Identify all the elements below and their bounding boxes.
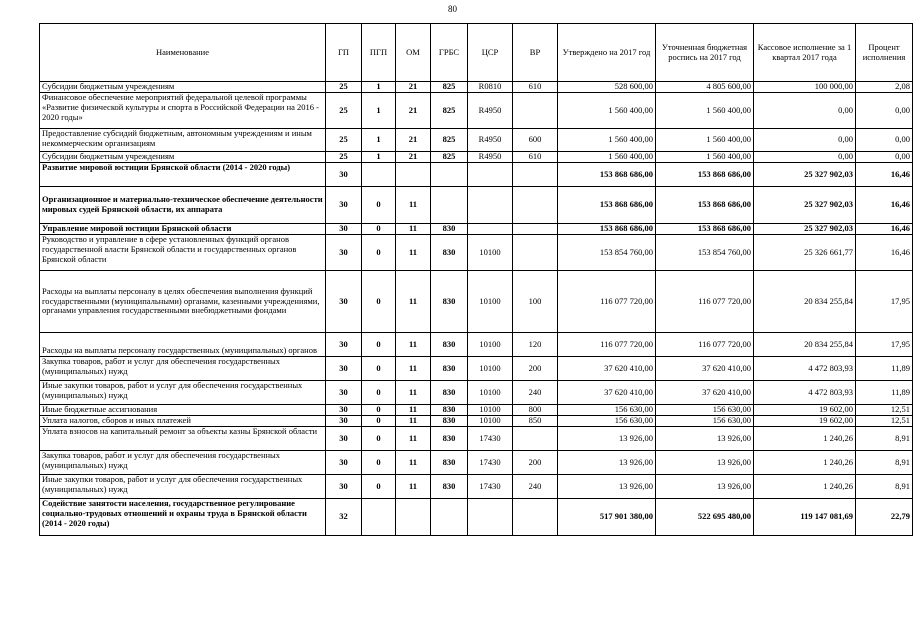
cell-approved: 153 868 686,00 xyxy=(558,163,656,187)
page-number: 80 xyxy=(448,4,457,14)
cell-gp: 30 xyxy=(326,405,362,416)
cell-om: 21 xyxy=(396,129,431,152)
cell-grbs: 825 xyxy=(431,93,468,129)
cell-percent: 11,89 xyxy=(856,357,913,381)
cell-percent: 16,46 xyxy=(856,163,913,187)
cell-percent: 12,51 xyxy=(856,405,913,416)
cell-name: Иные закупки товаров, работ и услуг для обеспечения государственных (муниципальных) нужд xyxy=(40,381,326,405)
cell-om: 11 xyxy=(396,405,431,416)
cell-vr: 200 xyxy=(513,357,558,381)
cell-grbs xyxy=(431,187,468,224)
cell-csr xyxy=(468,499,513,536)
cell-approved: 156 630,00 xyxy=(558,405,656,416)
cell-om: 11 xyxy=(396,475,431,499)
table-row xyxy=(40,93,913,129)
cell-name: Финансовое обеспечение мероприятий федеральной целевой программы «Развитие физической культуры и спорта в Российской Федерации на 2016 - 2020 годы» xyxy=(40,93,326,129)
cell-vr: 120 xyxy=(513,333,558,357)
cell-csr: 10100 xyxy=(468,357,513,381)
cell-approved: 37 620 410,00 xyxy=(558,357,656,381)
cell-csr: 10100 xyxy=(468,416,513,427)
cell-grbs: 830 xyxy=(431,333,468,357)
cell-percent: 16,46 xyxy=(856,224,913,235)
table-row xyxy=(40,427,913,451)
cell-percent: 0,00 xyxy=(856,93,913,129)
header-pgp: ПГП xyxy=(362,24,396,82)
cell-gp: 25 xyxy=(326,129,362,152)
cell-grbs: 830 xyxy=(431,357,468,381)
cell-approved: 517 901 380,00 xyxy=(558,499,656,536)
cell-cash: 4 472 803,93 xyxy=(754,357,856,381)
cell-cash: 1 240,26 xyxy=(754,475,856,499)
table-row xyxy=(40,333,913,357)
cell-approved: 116 077 720,00 xyxy=(558,333,656,357)
cell-om: 21 xyxy=(396,82,431,93)
cell-approved: 13 926,00 xyxy=(558,451,656,475)
cell-refined: 13 926,00 xyxy=(656,427,754,451)
cell-grbs: 825 xyxy=(431,129,468,152)
cell-vr xyxy=(513,163,558,187)
cell-vr: 800 xyxy=(513,405,558,416)
cell-vr: 240 xyxy=(513,475,558,499)
header-vr: ВР xyxy=(513,24,558,82)
cell-pgp: 0 xyxy=(362,224,396,235)
cell-csr: 10100 xyxy=(468,405,513,416)
cell-grbs: 830 xyxy=(431,475,468,499)
cell-percent: 16,46 xyxy=(856,187,913,224)
cell-csr: 17430 xyxy=(468,427,513,451)
cell-pgp xyxy=(362,499,396,536)
cell-name: Иные бюджетные ассигнования xyxy=(40,405,326,416)
cell-cash: 19 602,00 xyxy=(754,416,856,427)
header-om: ОМ xyxy=(396,24,431,82)
cell-name: Субсидии бюджетным учреждениям xyxy=(40,152,326,163)
cell-pgp: 1 xyxy=(362,129,396,152)
cell-csr: R4950 xyxy=(468,152,513,163)
cell-vr: 850 xyxy=(513,416,558,427)
cell-csr xyxy=(468,187,513,224)
cell-approved: 1 560 400,00 xyxy=(558,93,656,129)
cell-gp: 30 xyxy=(326,235,362,271)
cell-pgp: 0 xyxy=(362,405,396,416)
cell-om xyxy=(396,163,431,187)
cell-grbs: 825 xyxy=(431,152,468,163)
cell-percent: 8,91 xyxy=(856,451,913,475)
cell-pgp: 0 xyxy=(362,235,396,271)
cell-pgp xyxy=(362,163,396,187)
cell-percent: 0,00 xyxy=(856,152,913,163)
cell-gp: 32 xyxy=(326,499,362,536)
cell-cash: 25 327 902,03 xyxy=(754,224,856,235)
cell-pgp: 0 xyxy=(362,451,396,475)
budget-table xyxy=(39,23,913,536)
cell-vr: 100 xyxy=(513,271,558,333)
header-cash: Кассовое исполнение за 1 квартал 2017 года xyxy=(754,24,856,82)
cell-gp: 30 xyxy=(326,416,362,427)
cell-refined: 116 077 720,00 xyxy=(656,271,754,333)
cell-approved: 13 926,00 xyxy=(558,427,656,451)
cell-name: Предоставление субсидий бюджетным, автономным учреждениям и иным некоммерческим организациям xyxy=(40,129,326,152)
table-row xyxy=(40,271,913,333)
cell-csr: 10100 xyxy=(468,381,513,405)
cell-gp: 30 xyxy=(326,451,362,475)
cell-pgp: 0 xyxy=(362,416,396,427)
cell-pgp: 1 xyxy=(362,152,396,163)
header-gp: ГП xyxy=(326,24,362,82)
cell-cash: 1 240,26 xyxy=(754,427,856,451)
cell-name: Содействие занятости населения, государственное регулирование социально-трудовых отношений и охраны труда в Брянской области (2014 - 2020 годы) xyxy=(40,499,326,536)
table-row xyxy=(40,129,913,152)
cell-pgp: 1 xyxy=(362,82,396,93)
cell-vr: 200 xyxy=(513,451,558,475)
cell-om: 11 xyxy=(396,357,431,381)
cell-percent: 12,51 xyxy=(856,416,913,427)
cell-percent: 8,91 xyxy=(856,475,913,499)
cell-name: Уплата взносов на капитальный ремонт за объекты казны Брянской области xyxy=(40,427,326,451)
cell-name: Субсидии бюджетным учреждениям xyxy=(40,82,326,93)
cell-grbs: 830 xyxy=(431,271,468,333)
cell-vr: 610 xyxy=(513,82,558,93)
cell-refined: 4 805 600,00 xyxy=(656,82,754,93)
cell-gp: 30 xyxy=(326,427,362,451)
table-row xyxy=(40,357,913,381)
cell-om: 11 xyxy=(396,381,431,405)
cell-approved: 156 630,00 xyxy=(558,416,656,427)
cell-om: 21 xyxy=(396,93,431,129)
cell-om: 11 xyxy=(396,333,431,357)
cell-om: 11 xyxy=(396,451,431,475)
cell-refined: 153 868 686,00 xyxy=(656,224,754,235)
table-row xyxy=(40,405,913,416)
cell-refined: 1 560 400,00 xyxy=(656,152,754,163)
cell-cash: 119 147 081,69 xyxy=(754,499,856,536)
cell-name: Закупка товаров, работ и услуг для обеспечения государственных (муниципальных) нужд xyxy=(40,357,326,381)
cell-percent: 22,79 xyxy=(856,499,913,536)
cell-gp: 30 xyxy=(326,163,362,187)
cell-om: 11 xyxy=(396,235,431,271)
cell-approved: 153 868 686,00 xyxy=(558,187,656,224)
cell-refined: 13 926,00 xyxy=(656,475,754,499)
cell-gp: 25 xyxy=(326,82,362,93)
cell-refined: 156 630,00 xyxy=(656,416,754,427)
cell-cash: 0,00 xyxy=(754,93,856,129)
table-row xyxy=(40,82,913,93)
cell-gp: 30 xyxy=(326,271,362,333)
cell-refined: 1 560 400,00 xyxy=(656,93,754,129)
cell-om: 11 xyxy=(396,427,431,451)
cell-pgp: 0 xyxy=(362,357,396,381)
table-row xyxy=(40,451,913,475)
cell-csr: 17430 xyxy=(468,451,513,475)
cell-percent: 16,46 xyxy=(856,235,913,271)
cell-refined: 153 854 760,00 xyxy=(656,235,754,271)
cell-cash: 20 834 255,84 xyxy=(754,271,856,333)
table-row xyxy=(40,224,913,235)
table-header-row xyxy=(40,24,913,82)
cell-gp: 30 xyxy=(326,475,362,499)
cell-gp: 25 xyxy=(326,152,362,163)
cell-approved: 528 600,00 xyxy=(558,82,656,93)
cell-csr: 17430 xyxy=(468,475,513,499)
cell-pgp: 1 xyxy=(362,93,396,129)
table-row xyxy=(40,187,913,224)
cell-grbs: 830 xyxy=(431,381,468,405)
cell-vr xyxy=(513,224,558,235)
cell-cash: 100 000,00 xyxy=(754,82,856,93)
table-row xyxy=(40,416,913,427)
cell-percent: 17,95 xyxy=(856,271,913,333)
cell-refined: 13 926,00 xyxy=(656,451,754,475)
cell-om: 11 xyxy=(396,224,431,235)
cell-cash: 25 326 661,77 xyxy=(754,235,856,271)
cell-cash: 19 602,00 xyxy=(754,405,856,416)
cell-refined: 37 620 410,00 xyxy=(656,357,754,381)
cell-refined: 116 077 720,00 xyxy=(656,333,754,357)
cell-om: 21 xyxy=(396,152,431,163)
cell-approved: 37 620 410,00 xyxy=(558,381,656,405)
table-row xyxy=(40,381,913,405)
cell-vr: 600 xyxy=(513,129,558,152)
cell-vr xyxy=(513,235,558,271)
cell-gp: 25 xyxy=(326,93,362,129)
cell-pgp: 0 xyxy=(362,381,396,405)
cell-grbs: 830 xyxy=(431,451,468,475)
cell-csr: 10100 xyxy=(468,271,513,333)
header-csr: ЦСР xyxy=(468,24,513,82)
table-row xyxy=(40,235,913,271)
header-refined: Уточненная бюджетная роспись на 2017 год xyxy=(656,24,754,82)
cell-om: 11 xyxy=(396,416,431,427)
cell-refined: 522 695 480,00 xyxy=(656,499,754,536)
cell-vr xyxy=(513,187,558,224)
header-percent: Процент исполнения xyxy=(856,24,913,82)
cell-percent: 11,89 xyxy=(856,381,913,405)
cell-om: 11 xyxy=(396,271,431,333)
cell-approved: 153 854 760,00 xyxy=(558,235,656,271)
cell-csr xyxy=(468,224,513,235)
cell-name: Расходы на выплаты персоналу государственных (муниципальных) органов xyxy=(40,333,326,357)
header-name: Наименование xyxy=(40,24,326,82)
cell-csr: R4950 xyxy=(468,129,513,152)
cell-gp: 30 xyxy=(326,357,362,381)
cell-grbs: 830 xyxy=(431,416,468,427)
cell-gp: 30 xyxy=(326,333,362,357)
cell-vr xyxy=(513,93,558,129)
cell-name: Управление мировой юстиции Брянской области xyxy=(40,224,326,235)
cell-vr xyxy=(513,427,558,451)
cell-refined: 1 560 400,00 xyxy=(656,129,754,152)
cell-grbs: 830 xyxy=(431,405,468,416)
cell-cash: 4 472 803,93 xyxy=(754,381,856,405)
cell-approved: 116 077 720,00 xyxy=(558,271,656,333)
cell-name: Закупка товаров, работ и услуг для обеспечения государственных (муниципальных) нужд xyxy=(40,451,326,475)
cell-gp: 30 xyxy=(326,224,362,235)
cell-approved: 13 926,00 xyxy=(558,475,656,499)
cell-vr xyxy=(513,499,558,536)
cell-om xyxy=(396,499,431,536)
cell-pgp: 0 xyxy=(362,427,396,451)
cell-name: Организационное и материально-техническое обеспечение деятельности мировых судей Брянской области, их аппарата xyxy=(40,187,326,224)
cell-grbs xyxy=(431,499,468,536)
cell-approved: 1 560 400,00 xyxy=(558,129,656,152)
cell-om: 11 xyxy=(396,187,431,224)
cell-grbs: 830 xyxy=(431,427,468,451)
cell-vr: 610 xyxy=(513,152,558,163)
header-approved: Утверждено на 2017 год xyxy=(558,24,656,82)
cell-gp: 30 xyxy=(326,381,362,405)
cell-csr: 10100 xyxy=(468,235,513,271)
cell-grbs: 830 xyxy=(431,224,468,235)
cell-name: Расходы на выплаты персоналу в целях обеспечения выполнения функций государственными (муниципальными) органами, казенными учреждениями, органами управления государственными внебюджетными фондами xyxy=(40,271,326,333)
cell-csr: 10100 xyxy=(468,333,513,357)
cell-refined: 153 868 686,00 xyxy=(656,187,754,224)
cell-pgp: 0 xyxy=(362,271,396,333)
table-row xyxy=(40,499,913,536)
cell-cash: 0,00 xyxy=(754,129,856,152)
cell-cash: 0,00 xyxy=(754,152,856,163)
cell-pgp: 0 xyxy=(362,333,396,357)
cell-refined: 156 630,00 xyxy=(656,405,754,416)
cell-csr: R4950 xyxy=(468,93,513,129)
cell-csr xyxy=(468,163,513,187)
cell-name: Иные закупки товаров, работ и услуг для обеспечения государственных (муниципальных) нужд xyxy=(40,475,326,499)
cell-percent: 17,95 xyxy=(856,333,913,357)
cell-cash: 25 327 902,03 xyxy=(754,163,856,187)
cell-pgp: 0 xyxy=(362,187,396,224)
header-grbs: ГРБС xyxy=(431,24,468,82)
cell-grbs xyxy=(431,163,468,187)
cell-percent: 2,08 xyxy=(856,82,913,93)
cell-percent: 0,00 xyxy=(856,129,913,152)
cell-vr: 240 xyxy=(513,381,558,405)
cell-cash: 20 834 255,84 xyxy=(754,333,856,357)
cell-refined: 153 868 686,00 xyxy=(656,163,754,187)
cell-grbs: 830 xyxy=(431,235,468,271)
cell-approved: 1 560 400,00 xyxy=(558,152,656,163)
cell-grbs: 825 xyxy=(431,82,468,93)
cell-cash: 25 327 902,03 xyxy=(754,187,856,224)
cell-cash: 1 240,26 xyxy=(754,451,856,475)
table-row xyxy=(40,475,913,499)
cell-csr: R0810 xyxy=(468,82,513,93)
cell-gp: 30 xyxy=(326,187,362,224)
cell-approved: 153 868 686,00 xyxy=(558,224,656,235)
cell-pgp: 0 xyxy=(362,475,396,499)
cell-name: Развитие мировой юстиции Брянской области (2014 - 2020 годы) xyxy=(40,163,326,187)
cell-name: Уплата налогов, сборов и иных платежей xyxy=(40,416,326,427)
cell-name: Руководство и управление в сфере установленных функций органов государственной власти Брянской области и государственных органов Брянской области xyxy=(40,235,326,271)
cell-refined: 37 620 410,00 xyxy=(656,381,754,405)
cell-percent: 8,91 xyxy=(856,427,913,451)
table-row xyxy=(40,163,913,187)
table-row xyxy=(40,152,913,163)
